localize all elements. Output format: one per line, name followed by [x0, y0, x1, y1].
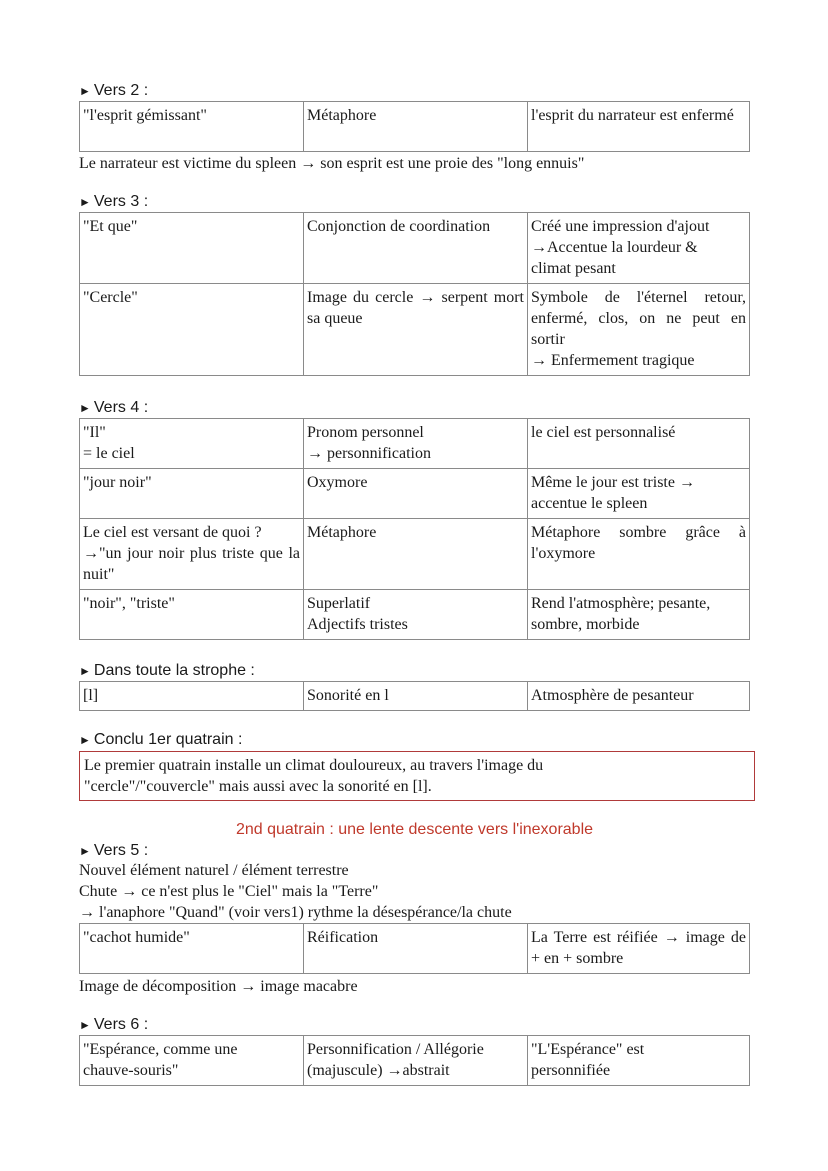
- vers5-heading: ► Vers 5 :: [79, 842, 149, 859]
- triangle-bullet-icon: ►: [79, 84, 91, 98]
- vers4-table: [79, 418, 750, 640]
- table-cell: "l'esprit gémissant": [80, 102, 304, 152]
- triangle-bullet-icon: ►: [79, 844, 91, 858]
- vers2-note: Le narrateur est victime du spleen → son esprit est une proie des "long ennuis": [79, 155, 585, 172]
- table-cell: "Espérance, comme une chauve-souris": [80, 1036, 304, 1086]
- vers6-table: [79, 1035, 750, 1086]
- table-cell: Métaphore: [304, 102, 528, 152]
- table-cell: "cachot humide": [80, 924, 304, 974]
- table-row: [80, 924, 750, 974]
- strophe-table: [79, 681, 750, 711]
- vers2-heading: ► Vers 2 :: [79, 82, 149, 99]
- table-cell: Symbole de l'éternel retour, enfermé, clos, on ne peut en sortir → Enfermement tragique: [528, 284, 750, 376]
- table-cell: l'esprit du narrateur est enfermé: [528, 102, 750, 152]
- table-cell: le ciel est personnalisé: [528, 419, 750, 469]
- vers2-table: [79, 101, 750, 152]
- table-cell: "Et que": [80, 213, 304, 284]
- table-cell: Personnification / Allégorie (majuscule) →abstrait: [304, 1036, 528, 1086]
- table-row: [80, 1036, 750, 1086]
- triangle-bullet-icon: ►: [79, 1018, 91, 1032]
- table-cell: Réification: [304, 924, 528, 974]
- table-cell: Image du cercle → serpent mort sa queue: [304, 284, 528, 376]
- triangle-bullet-icon: ►: [79, 733, 91, 747]
- table-row: [80, 102, 750, 152]
- conclusion-box: Le premier quatrain installe un climat douloureux, au travers l'image du "cercle"/"couvercle" mais aussi avec la sonorité en [l].: [79, 751, 755, 801]
- table-row: [80, 682, 750, 711]
- triangle-bullet-icon: ►: [79, 664, 91, 678]
- table-cell: Superlatif Adjectifs tristes: [304, 590, 528, 640]
- table-cell: La Terre est réifiée → image de + en + sombre: [528, 924, 750, 974]
- vers5-intro-line: Chute → ce n'est plus le "Ciel" mais la "Terre": [79, 883, 379, 900]
- table-cell: Le ciel est versant de quoi ? →"un jour noir plus triste que la nuit": [80, 519, 304, 590]
- vers6-heading: ► Vers 6 :: [79, 1016, 149, 1033]
- table-cell: Rend l'atmosphère; pesante, sombre, morbide: [528, 590, 750, 640]
- table-row: [80, 284, 750, 376]
- table-cell: Atmosphère de pesanteur: [528, 682, 750, 711]
- conclu-heading: ► Conclu 1er quatrain :: [79, 731, 243, 748]
- vers5-table: [79, 923, 750, 974]
- table-cell: Conjonction de coordination: [304, 213, 528, 284]
- table-row: [80, 519, 750, 590]
- table-cell: Créé une impression d'ajout →Accentue la lourdeur & climat pesant: [528, 213, 750, 284]
- table-cell: "noir", "triste": [80, 590, 304, 640]
- section-title: 2nd quatrain : une lente descente vers l'inexorable: [235, 821, 594, 838]
- table-cell: "Cercle": [80, 284, 304, 376]
- document-page: [79, 82, 750, 1086]
- vers4-heading: ► Vers 4 :: [79, 399, 149, 416]
- strophe-heading: ► Dans toute la strophe :: [79, 662, 255, 679]
- vers5-intro-line: Nouvel élément naturel / élément terrestre: [79, 862, 349, 879]
- table-cell: [l]: [80, 682, 304, 711]
- vers3-table: [79, 212, 750, 376]
- triangle-bullet-icon: ►: [79, 401, 91, 415]
- table-cell: "jour noir": [80, 469, 304, 519]
- table-row: [80, 590, 750, 640]
- table-cell: Métaphore: [304, 519, 528, 590]
- table-cell: "Il" = le ciel: [80, 419, 304, 469]
- table-cell: Même le jour est triste → accentue le spleen: [528, 469, 750, 519]
- table-cell: Sonorité en l: [304, 682, 528, 711]
- table-cell: "L'Espérance" est personnifiée: [528, 1036, 750, 1086]
- table-cell: Pronom personnel → personnification: [304, 419, 528, 469]
- table-row: [80, 469, 750, 519]
- triangle-bullet-icon: ►: [79, 195, 91, 209]
- table-row: [80, 213, 750, 284]
- vers5-intro-line: → l'anaphore "Quand" (voir vers1) rythme la désespérance/la chute: [79, 904, 512, 921]
- table-row: [80, 419, 750, 469]
- table-cell: Métaphore sombre grâce à l'oxymore: [528, 519, 750, 590]
- vers5-note: Image de décomposition → image macabre: [79, 978, 358, 995]
- vers3-heading: ► Vers 3 :: [79, 193, 149, 210]
- table-cell: Oxymore: [304, 469, 528, 519]
